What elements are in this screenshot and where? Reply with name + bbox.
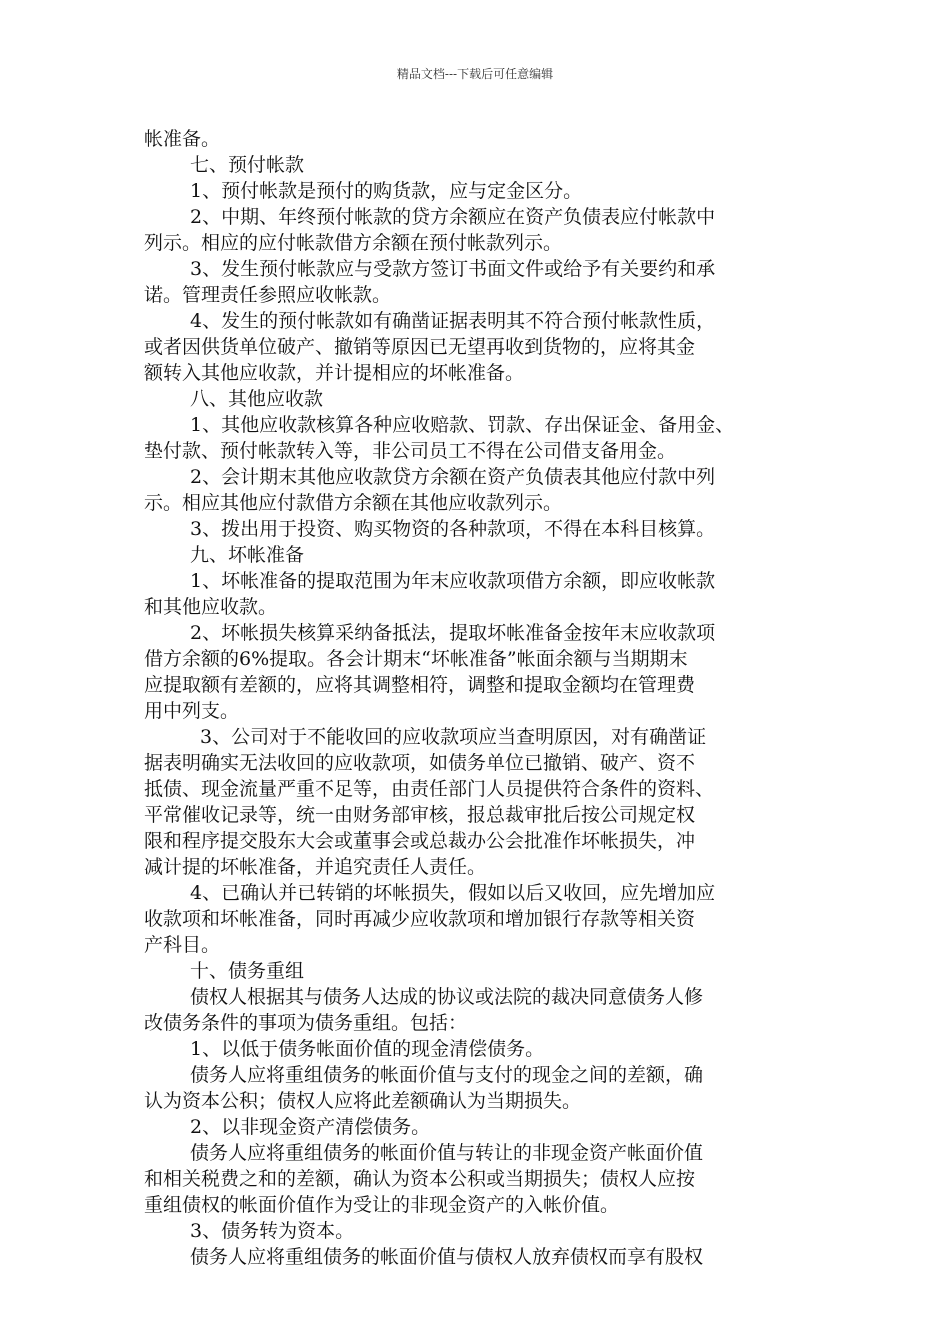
- text-line: 重组债权的帐面价值作为受让的非现金资产的入帐价值。: [144, 1194, 620, 1216]
- text-line: 2、以非现金资产清偿债务。: [190, 1116, 431, 1138]
- text-line: 3、公司对于不能收回的应收款项应当查明原因，对有确凿证: [200, 726, 707, 748]
- text-line: 产科目。: [144, 934, 221, 956]
- text-line: 2、中期、年终预付帐款的贷方余额应在资产负债表应付帐款中: [190, 206, 716, 228]
- text-line: 债务人应将重组债务的帐面价值与支付的现金之间的差额，确: [190, 1064, 704, 1086]
- text-line: 和相关税费之和的差额，确认为资本公积或当期损失；债权人应按: [144, 1168, 696, 1190]
- text-line: 抵债、现金流量严重不足等，由责任部门人员提供符合条件的资料、: [144, 778, 715, 800]
- text-line: 限和程序提交股东大会或董事会或总裁办公会批准作坏帐损失，冲: [144, 830, 696, 852]
- text-line: 1、以低于债务帐面价值的现金清偿债务。: [190, 1038, 545, 1060]
- page-header: 精品文档---下载后可任意编辑: [396, 67, 554, 81]
- text-line: 列示。相应的应付帐款借方余额在预付帐款列示。: [144, 232, 563, 254]
- text-line: 垫付款、预付帐款转入等，非公司员工不得在公司借支备用金。: [144, 440, 677, 462]
- text-line: 3、发生预付帐款应与受款方签订书面文件或给予有关要约和承: [190, 258, 716, 280]
- text-line: 和其他应收款。: [144, 596, 278, 618]
- text-line: 2、会计期末其他应收款贷方余额在资产负债表其他应付款中列: [190, 466, 716, 488]
- text-line: 收款项和坏帐准备，同时再减少应收款项和增加银行存款等相关资: [144, 908, 696, 930]
- section-heading-9: 九、坏帐准备: [190, 544, 305, 566]
- text-line: 3、债务转为资本。: [190, 1220, 355, 1242]
- text-line: 4、发生的预付帐款如有确凿证据表明其不符合预付帐款性质，: [190, 310, 716, 332]
- text-line: 债权人根据其与债务人达成的协议或法院的裁决同意债务人修: [190, 986, 704, 1008]
- text-line: 用中列支。: [144, 700, 240, 722]
- document-body: [144, 126, 808, 1270]
- text-line: 改债务条件的事项为债务重组。包括：: [144, 1012, 468, 1034]
- text-line: 债务人应将重组债务的帐面价值与债权人放弃债权而享有股权: [190, 1246, 704, 1268]
- text-line: 2、坏帐损失核算采纳备抵法，提取坏帐准备金按年末应收款项: [190, 622, 716, 644]
- text-line: 据表明确实无法收回的应收款项，如债务单位已撤销、破产、资不: [144, 752, 696, 774]
- text-line: 借方余额的6%提取。各会计期末“坏帐准备”帐面余额与当期期末: [144, 648, 688, 670]
- text-line: 帐准备。: [144, 128, 221, 150]
- text-line: 应提取额有差额的，应将其调整相符，调整和提取金额均在管理费: [144, 674, 696, 696]
- text-line: 诺。管理责任参照应收帐款。: [144, 284, 392, 306]
- text-line: 4、已确认并已转销的坏帐损失，假如以后又收回，应先增加应: [190, 882, 716, 904]
- text-line: 认为资本公积；债权人应将此差额确认为当期损失。: [144, 1090, 582, 1112]
- text-line: 1、坏帐准备的提取范围为年末应收款项借方余额，即应收帐款: [190, 570, 716, 592]
- text-line: 示。相应其他应付款借方余额在其他应收款列示。: [144, 492, 563, 514]
- section-heading-8: 八、其他应收款: [190, 388, 324, 410]
- text-line: 额转入其他应收款，并计提相应的坏帐准备。: [144, 362, 525, 384]
- text-line: 1、其他应收款核算各种应收赔款、罚款、存出保证金、备用金、: [190, 414, 735, 436]
- text-line: 减计提的坏帐准备，并追究责任人责任。: [144, 856, 487, 878]
- section-heading-10: 十、债务重组: [190, 960, 305, 982]
- section-heading-7: 七、预付帐款: [190, 154, 305, 176]
- text-line: 平常催收记录等，统一由财务部审核，报总裁审批后按公司规定权: [144, 804, 696, 826]
- text-line: 或者因供货单位破产、撤销等原因已无望再收到货物的，应将其金: [144, 336, 696, 358]
- text-line: 3、拨出用于投资、购买物资的各种款项，不得在本科目核算。: [190, 518, 716, 540]
- text-line: 债务人应将重组债务的帐面价值与转让的非现金资产帐面价值: [190, 1142, 704, 1164]
- text-line: 1、预付帐款是预付的购货款，应与定金区分。: [190, 180, 583, 202]
